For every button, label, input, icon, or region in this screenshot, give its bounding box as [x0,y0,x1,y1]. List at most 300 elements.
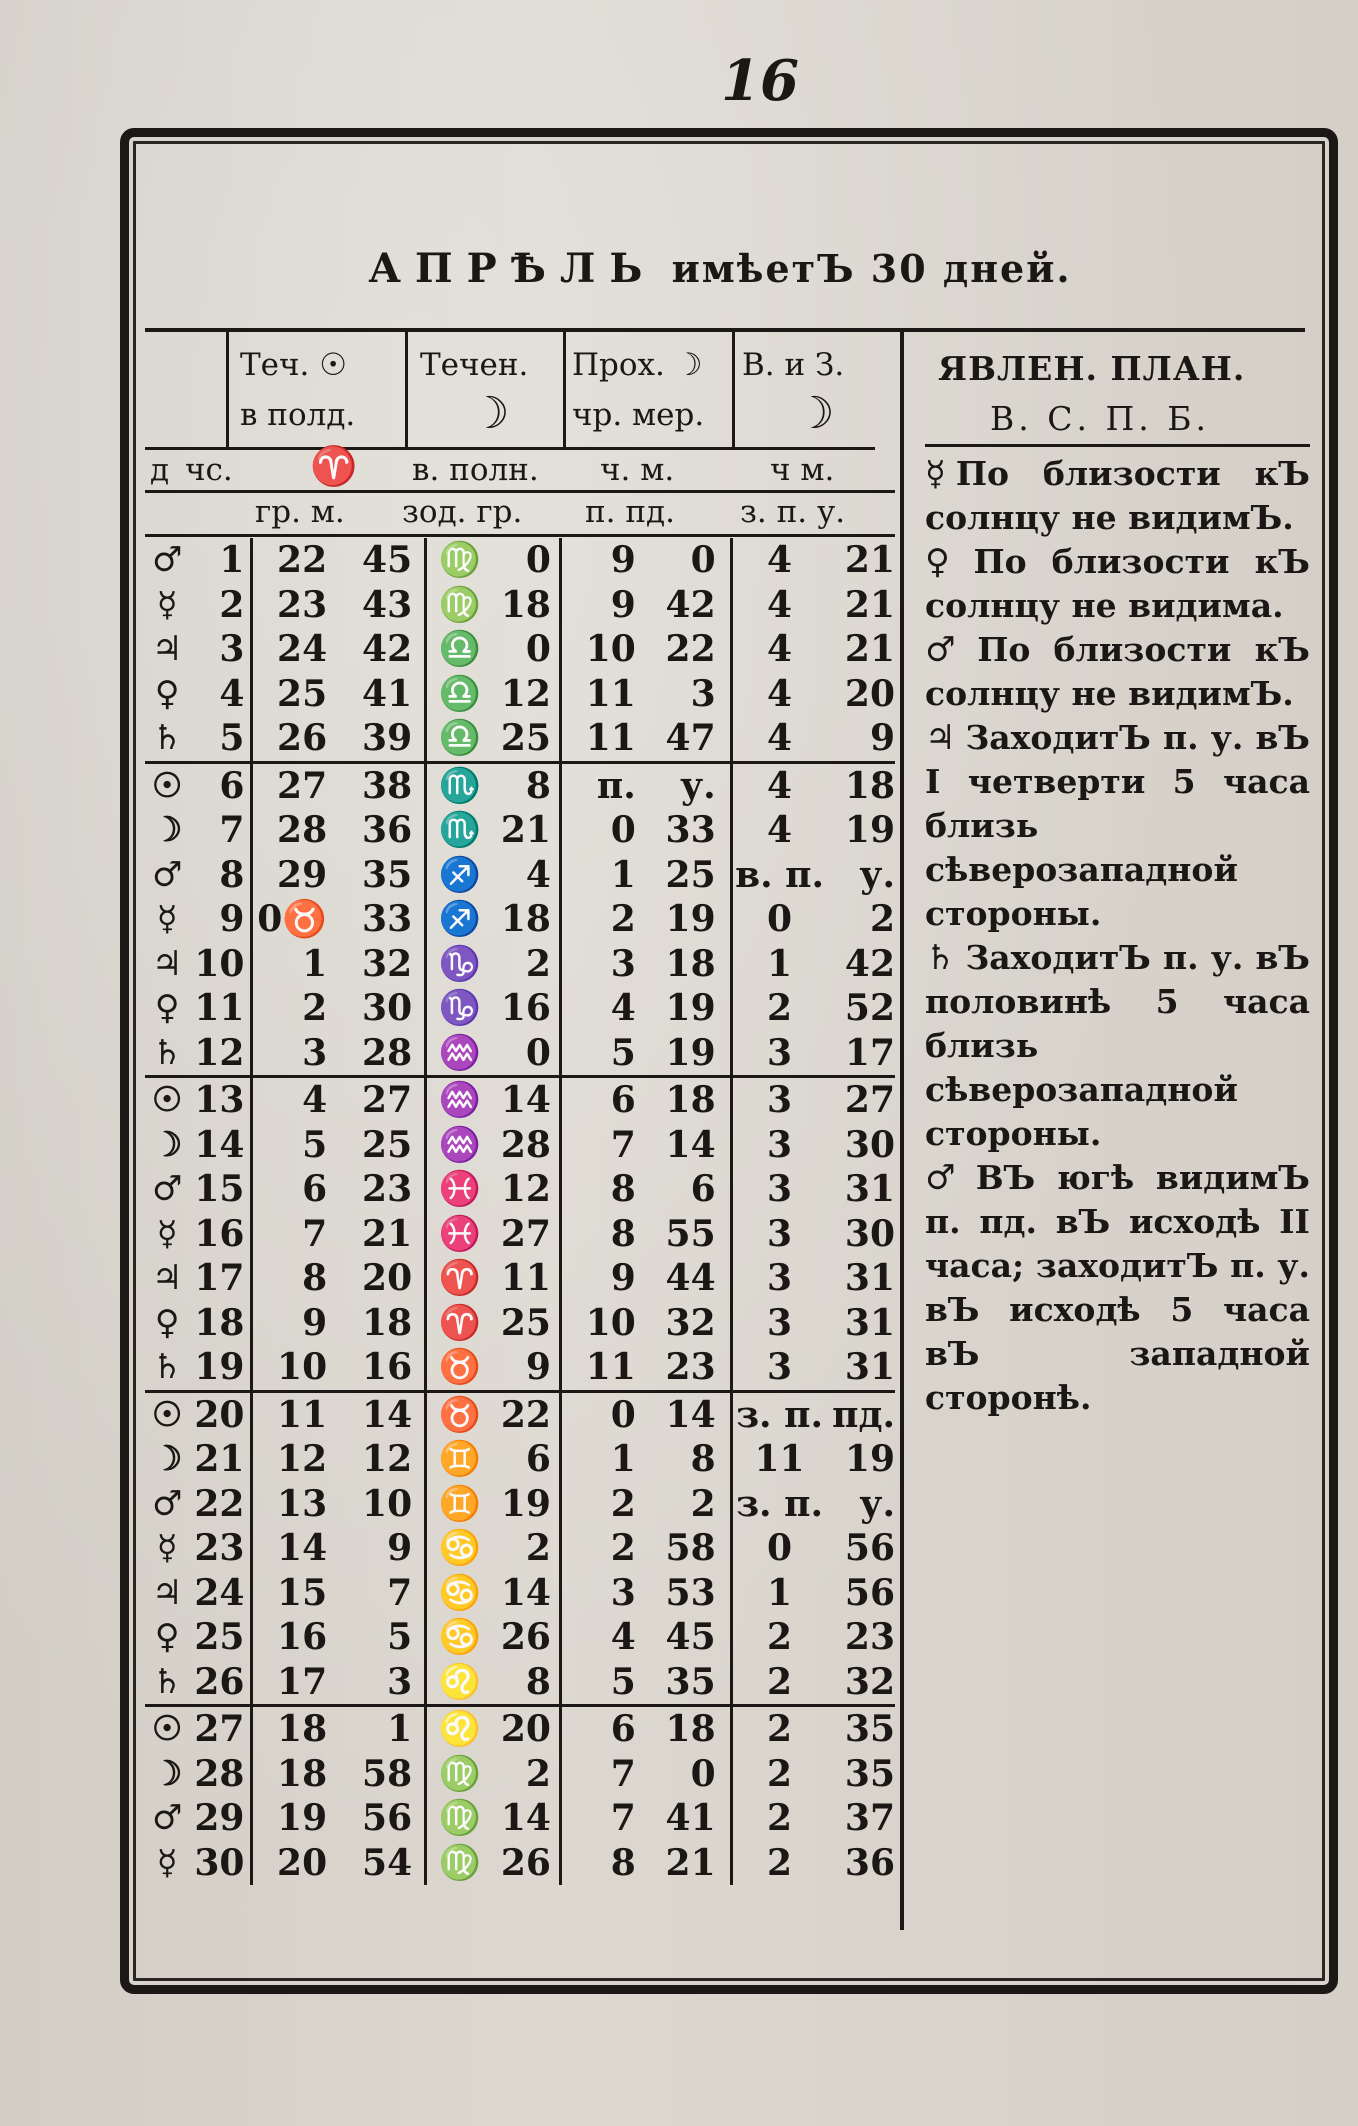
riseset-minute: 31 [844,1346,895,1389]
month-title [140,245,1300,292]
transit-minute: 55 [636,1212,731,1257]
day-number: 11 [189,986,252,1031]
planet-symbol: ♂ [151,854,183,895]
riseset-hour: 3 [767,1031,793,1074]
header-moon-course: Течен. [420,347,529,383]
transit-hour: 9 [610,583,636,626]
day-number: 24 [189,1571,252,1616]
day-number: 9 [189,897,252,942]
moon-icon-2: ☽ [674,347,703,383]
riseset-hour: 2 [767,987,793,1030]
riseset-minute: 37 [844,1797,895,1840]
moon-degree: 20 [493,1706,561,1752]
moon-degree: 12 [493,1167,561,1212]
table-row [145,1077,895,1123]
moon-sign: ♌ [438,1661,481,1702]
sun-degree: 20 [277,1841,328,1884]
day-number: 2 [189,583,252,628]
transit-hour: 7 [610,1123,636,1166]
moon-sign: ♐ [438,854,481,895]
planet-note [925,540,1310,628]
table-row [145,1031,895,1077]
moon-sign: ♓ [438,1213,481,1254]
planet-symbol: ♀ [154,988,180,1029]
moon-sign: ♍ [438,540,481,581]
planet-symbol: ♂ [151,1169,183,1210]
planet-symbol: ♂ [151,1483,183,1524]
transit-minute: 32 [636,1301,731,1346]
sun-minute: 56 [327,1796,426,1841]
sun-minute: 42 [327,627,426,672]
header-divider-3 [563,332,566,447]
header-sun-noon: в полд. [240,397,356,433]
planet-symbol: ♀ [154,1617,180,1658]
riseset-minute: 17 [844,1031,895,1074]
page-number: 16 [721,48,799,114]
sun-degree: 23 [277,583,328,626]
transit-hour: 9 [610,1257,636,1300]
riseset-hour: 2 [767,1616,793,1659]
moon-sign: ♒ [438,1124,481,1165]
header-hour-label: чс. [185,452,233,488]
planet-symbol: ♂ [151,540,183,581]
riseset-minute: 35 [826,1706,895,1752]
transit-hour: 10 [585,1301,636,1344]
riseset-minute: 21 [844,583,895,626]
riseset-hour: 1 [767,1571,793,1614]
moon-icon: ☽ [470,388,510,439]
header-top-rule [145,328,1305,332]
sun-minute: 23 [327,1167,426,1212]
planet-symbol: ☿ [156,899,178,940]
transit-minute: 0 [636,1752,731,1797]
riseset-minute: 27 [826,1077,895,1123]
header-low-rule [145,490,895,493]
table-row [145,986,895,1031]
moon-degree: 2 [493,1526,561,1571]
riseset-hour: 0 [767,898,793,941]
sun-degree: 4 [252,1077,327,1123]
transit-hour: 6 [560,1077,635,1123]
sun-minute: 16 [327,1345,426,1391]
day-number: 30 [189,1841,252,1886]
transit-hour: п. [560,762,635,808]
day-number: 25 [189,1615,252,1660]
sun-degree: 17 [277,1660,328,1703]
riseset-minute: 18 [826,762,895,808]
table-row [145,1482,895,1527]
planet-symbol: ♄ [151,1347,183,1388]
transit-hour: 3 [610,1571,636,1614]
sun-minute: 54 [327,1841,426,1886]
sun-minute: 27 [327,1077,426,1123]
riseset-minute: 23 [844,1616,895,1659]
transit-hour: 8 [610,1212,636,1255]
sun-degree: 16 [277,1616,328,1659]
riseset-minute: 2 [869,898,895,941]
moon-sign: ♉ [426,1391,493,1437]
sun-minute: 5 [327,1615,426,1660]
table-row [145,1526,895,1571]
moon-icon-3: ☽ [795,388,835,439]
moon-degree: 2 [493,1752,561,1797]
sun-minute: 3 [327,1660,426,1706]
day-number: 20 [189,1391,252,1437]
moon-sign: ♋ [438,1528,481,1569]
moon-degree: 11 [493,1256,561,1301]
moon-sign: ♍ [438,584,481,625]
planet-note-text: ВЪ югѣ видимЪ п. пд. вЪ исходѣ II часа; заходитЪ п. у. вЪ исходѣ 5 часа вЪ западной сторонѣ. [925,1158,1310,1417]
moon-degree: 26 [493,1841,561,1886]
sun-degree: 22 [277,539,328,582]
transit-hour: 4 [610,1616,636,1659]
sun-minute: 12 [327,1437,426,1482]
transit-minute: у. [636,762,731,808]
planet-symbol: ♃ [151,1258,183,1299]
transit-minute: 22 [636,627,731,672]
day-number: 29 [189,1796,252,1841]
moon-sign: ♑ [438,943,481,984]
ephemeris-table [145,538,895,1885]
header-zod-deg: зод. гр. [402,494,523,530]
moon-sign: ♎ [438,673,481,714]
transit-hour: 8 [610,1841,636,1884]
transit-hour: 2 [610,1527,636,1570]
planet-note-symbol: ♄ [925,938,956,978]
moon-degree: 28 [493,1123,561,1168]
sun-minute: 38 [327,762,426,808]
riseset-minute: 19 [844,809,895,852]
planet-note [925,936,1310,1156]
transit-hour: 2 [610,898,636,941]
sun-degree: 14 [277,1527,328,1570]
moon-sign: ♋ [438,1572,481,1613]
riseset-hour: 2 [767,1660,793,1703]
planet-symbol: ☉ [145,1706,189,1752]
planet-symbol: ♂ [151,1798,183,1839]
table-row [145,808,895,853]
sun-minute: 25 [327,1123,426,1168]
moon-degree: 12 [493,672,561,717]
riseset-minute: 21 [844,628,895,671]
riseset-minute: у. [859,1482,895,1525]
sun-degree: 12 [277,1438,328,1481]
day-number: 16 [189,1212,252,1257]
sun-degree: 1 [302,942,328,985]
moon-degree: 2 [493,942,561,987]
day-number: 26 [189,1660,252,1706]
sun-degree: 26 [277,717,328,760]
riseset-minute: 9 [869,717,895,760]
planet-symbol: ☿ [156,1213,178,1254]
planet-symbol: ☿ [156,584,178,625]
sun-degree: 8 [302,1257,328,1300]
day-number: 4 [189,672,252,717]
sun-minute: 9 [327,1526,426,1571]
day-number: 17 [189,1256,252,1301]
sun-degree: 10 [277,1346,328,1389]
riseset-minute: 31 [844,1168,895,1211]
transit-minute: 19 [636,897,731,942]
planet-symbol: ♄ [151,1032,183,1073]
moon-degree: 9 [493,1345,561,1391]
moon-degree: 14 [493,1796,561,1841]
transit-hour: 6 [560,1706,635,1752]
sun-minute: 18 [327,1301,426,1346]
riseset-hour: 2 [767,1841,793,1884]
planet-note [925,1156,1310,1420]
riseset-hour: 1 [767,942,793,985]
table-row [145,853,895,898]
transit-minute: 18 [636,1706,731,1752]
moon-sign: ♑ [438,988,481,1029]
day-number: 8 [189,853,252,898]
riseset-minute: 31 [844,1301,895,1344]
table-row [145,1706,895,1752]
day-number: 13 [189,1077,252,1123]
table-row [145,1345,895,1391]
sun-degree: 11 [252,1391,327,1437]
riseset-hour: 3 [767,1168,793,1211]
riseset-hour: 3 [767,1257,793,1300]
transit-hour: 11 [585,672,636,715]
header-notes-city: В. С. П. Б. [990,399,1210,438]
riseset-hour: з. п. [736,1482,824,1525]
transit-hour: 11 [585,1346,636,1389]
table-row [145,672,895,717]
day-number: 15 [189,1167,252,1212]
moon-sign: ♈ [438,1258,481,1299]
moon-degree: 25 [493,1301,561,1346]
riseset-minute: 56 [844,1527,895,1570]
header-transit-hm: ч. м. [600,452,675,488]
header-transit [572,347,703,383]
planet-symbol: ☿ [156,1842,178,1883]
transit-hour: 1 [610,853,636,896]
riseset-minute: 30 [844,1123,895,1166]
moon-degree: 27 [493,1212,561,1257]
transit-hour: 0 [610,809,636,852]
transit-hour: 7 [610,1797,636,1840]
riseset-hour: 2 [767,1752,793,1795]
moon-sign: ♏ [438,810,481,851]
moon-sign: ♓ [438,1169,481,1210]
moon-degree: 21 [493,808,561,853]
transit-minute: 8 [636,1437,731,1482]
table-row [145,1796,895,1841]
header-deg-min: гр. м. [255,494,345,530]
planet-symbol: ♀ [154,673,180,714]
riseset-hour: 3 [767,1301,793,1344]
transit-minute: 47 [636,716,731,762]
planet-symbol: ☉ [145,1077,189,1123]
table-row [145,1123,895,1168]
planet-note-text: По близости кЪ солнцу не видимЪ. [925,454,1310,537]
moon-sign: ♎ [438,718,481,759]
riseset-minute: 30 [844,1212,895,1255]
riseset-minute: 52 [844,987,895,1030]
transit-hour: 9 [610,539,636,582]
riseset-minute: у. [859,853,895,896]
riseset-hour: 3 [767,1123,793,1166]
sun-degree: 7 [302,1212,328,1255]
transit-minute: 21 [636,1841,731,1886]
moon-sign: ♒ [438,1032,481,1073]
header-day-label: д [150,452,170,488]
moon-degree: 8 [493,1660,561,1706]
transit-minute: 0 [636,538,731,583]
table-row [145,1212,895,1257]
moon-degree: 14 [493,1077,561,1123]
moon-sign: ♊ [438,1439,481,1480]
header-riseset: В. и З. [742,347,845,383]
sun-minute: 28 [327,1031,426,1077]
planet-symbol: ☽ [151,1753,183,1794]
table-row [145,897,895,942]
transit-minute: 45 [636,1615,731,1660]
day-number: 5 [189,716,252,762]
planet-note-symbol: ♃ [925,718,956,758]
header-divider-4 [732,332,735,447]
month-name: АПРѢЛЬ [368,245,657,292]
moon-sign: ♉ [438,1347,481,1388]
sun-degree: 28 [277,809,328,852]
moon-degree: 0 [493,627,561,672]
transit-hour: 4 [610,987,636,1030]
riseset-minute: 32 [844,1660,895,1703]
moon-degree: 25 [493,716,561,762]
transit-minute: 3 [636,672,731,717]
riseset-hour: 4 [767,628,793,671]
month-days: имѣетЪ 30 дней. [671,246,1072,291]
table-row [145,762,895,808]
sun-minute: 39 [327,716,426,762]
moon-sign: ♍ [438,1798,481,1839]
transit-hour: 11 [585,717,636,760]
transit-minute: 14 [636,1123,731,1168]
moon-sign: ♎ [438,629,481,670]
transit-minute: 58 [636,1526,731,1571]
moon-degree: 0 [493,1031,561,1077]
moon-sign: ♍ [438,1842,481,1883]
sun-minute: 58 [327,1752,426,1797]
planet-symbol: ☽ [151,1439,183,1480]
transit-hour: 3 [610,942,636,985]
sun-minute: 20 [327,1256,426,1301]
sun-degree: 9 [302,1301,328,1344]
planet-note-text: ЗаходитЪ п. у. вЪ I четверти 5 часа близь сѣверозападной стороны. [925,718,1310,933]
notes-divider [900,330,904,1930]
transit-minute: 18 [636,1077,731,1123]
planet-symbol: ☿ [156,1528,178,1569]
planet-symbol: ♃ [151,943,183,984]
moon-sign: ♏ [426,762,493,808]
planet-note-symbol: ♂ [925,1158,966,1198]
table-row [145,1391,895,1437]
sun-degree: 18 [277,1752,328,1795]
sun-minute: 43 [327,583,426,628]
moon-sign: ♈ [438,1302,481,1343]
day-number: 10 [189,942,252,987]
riseset-minute: 31 [844,1257,895,1300]
sun-minute: 36 [327,808,426,853]
transit-hour: 5 [610,1660,636,1703]
header-mid-rule [145,447,875,450]
moon-degree: 19 [493,1482,561,1527]
sun-degree: 15 [277,1571,328,1614]
table-row [145,1256,895,1301]
moon-sign: ♐ [438,899,481,940]
transit-minute: 25 [636,853,731,898]
sun-degree: 6 [302,1168,328,1211]
moon-sign: ♍ [438,1753,481,1794]
riseset-hour: 3 [767,1212,793,1255]
sun-degree: 18 [252,1706,327,1752]
riseset-hour: в. п. [735,853,825,896]
transit-hour: 1 [610,1438,636,1481]
riseset-minute: 19 [844,1438,895,1481]
moon-degree: 18 [493,583,561,628]
moon-degree: 16 [493,986,561,1031]
transit-minute: 14 [636,1391,731,1437]
planet-note-symbol: ☿ [925,454,946,494]
riseset-minute: 56 [844,1571,895,1614]
moon-degree: 0 [493,538,561,583]
planet-notes [925,452,1310,1420]
transit-minute: 35 [636,1660,731,1706]
sun-degree: 2 [302,987,328,1030]
sun-minute: 21 [327,1212,426,1257]
riseset-hour: 3 [731,1077,826,1123]
day-number: 27 [189,1706,252,1752]
riseset-minute: пд. [826,1391,895,1437]
planet-symbol: ♄ [151,718,183,759]
transit-minute: 18 [636,942,731,987]
day-number: 22 [189,1482,252,1527]
notes-header-rule [925,444,1310,447]
sun-degree: 24 [277,628,328,671]
riseset-hour: 4 [767,583,793,626]
riseset-hour: 4 [767,717,793,760]
moon-degree: 6 [493,1437,561,1482]
transit-minute: 33 [636,808,731,853]
planet-note [925,716,1310,936]
moon-degree: 14 [493,1571,561,1616]
table-row [145,1437,895,1482]
day-number: 28 [189,1752,252,1797]
header-bottom-rule [145,534,895,537]
transit-hour: 2 [610,1482,636,1525]
table-row [145,1841,895,1886]
table-row [145,538,895,583]
transit-minute: 23 [636,1345,731,1391]
planet-symbol: ♀ [154,1302,180,1343]
sun-minute: 35 [327,853,426,898]
header-meridian: чр. мер. [572,397,705,433]
planet-symbol: ♄ [151,1661,183,1702]
planet-note-text: ЗаходитЪ п. у. вЪ половинѣ 5 часа близь сѣверозападной стороны. [925,938,1310,1153]
moon-sign: ♌ [426,1706,493,1752]
day-number: 7 [189,808,252,853]
planet-symbol: ☽ [151,1124,183,1165]
table-row [145,1752,895,1797]
day-number: 21 [189,1437,252,1482]
transit-minute: 19 [636,1031,731,1077]
sun-minute: 1 [327,1706,426,1752]
planet-note-text: По близости кЪ солнцу не видима. [925,542,1310,625]
transit-minute: 42 [636,583,731,628]
transit-hour: 10 [585,628,636,671]
